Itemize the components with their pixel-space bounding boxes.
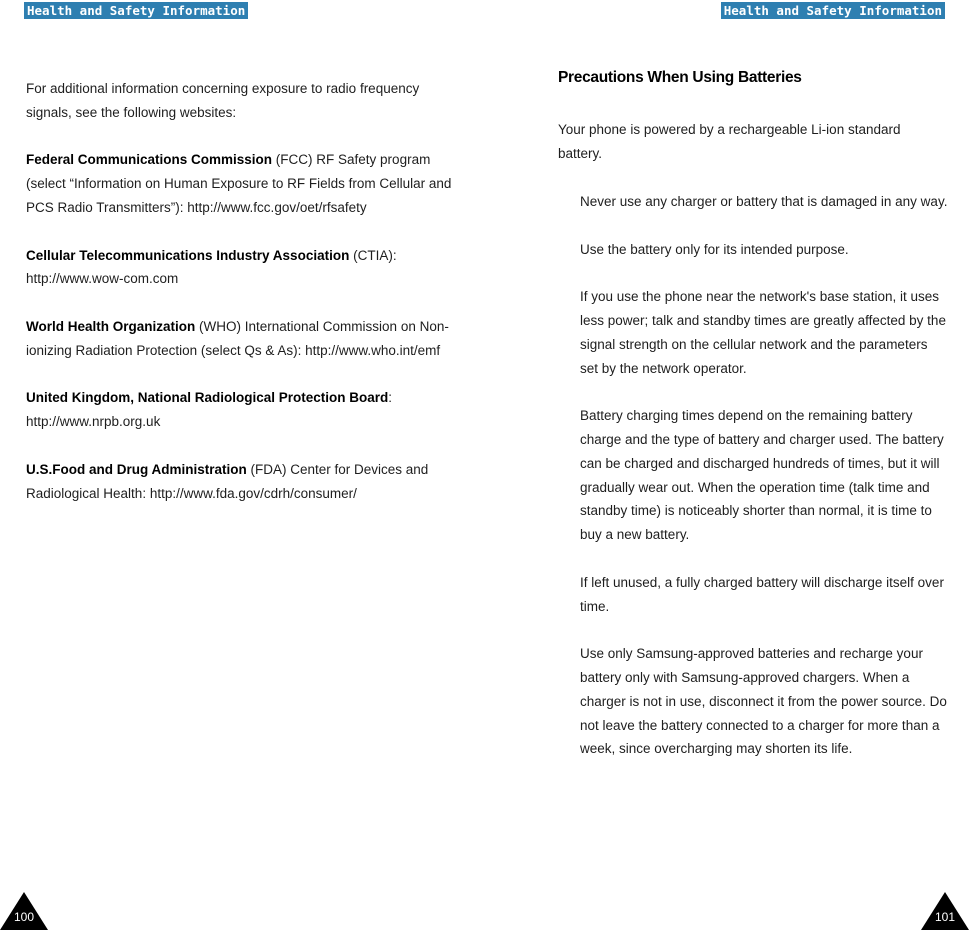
resource-entry bbox=[26, 148, 456, 219]
left-page-body bbox=[26, 77, 456, 529]
left-page bbox=[0, 0, 484, 930]
resource-details: (WHO) International Commission on Non-ionizing Radiation Protection (select Qs & As): http://www.who.int/emf bbox=[26, 318, 449, 358]
precaution-item: Use only Samsung-approved batteries and recharge your battery only with Samsung-approved chargers. When a charger is not in use, disconnect it from the power source. Do not leave the battery connected to a charger for more than a week, since overcharging may shorten its life. bbox=[580, 646, 947, 757]
right-page-number: 101 bbox=[934, 910, 956, 924]
left-page-number-marker bbox=[0, 892, 48, 930]
resource-entry bbox=[26, 386, 456, 434]
precaution-item: Never use any charger or battery that is damaged in any way. bbox=[580, 194, 948, 209]
left-intro: For additional information concerning exposure to radio frequency signals, see the following websites: bbox=[26, 81, 420, 120]
battery-precautions-list bbox=[580, 190, 948, 785]
resource-entry bbox=[26, 315, 456, 363]
left-page-number: 100 bbox=[13, 910, 35, 924]
right-page-number-marker bbox=[921, 892, 969, 930]
resource-details: : http://www.nrpb.org.uk bbox=[26, 390, 393, 430]
resource-entry bbox=[26, 244, 456, 292]
right-intro: Your phone is powered by a rechargeable Li-ion standard battery. bbox=[558, 122, 901, 161]
right-page bbox=[484, 0, 969, 930]
right-section-header: Health and Safety Information bbox=[721, 2, 945, 19]
resource-details: (FCC) RF Safety program (select “Information on Human Exposure to RF Fields from Cellular and PCS Radio Transmitters”): http://www.fcc.gov/oet/rfsafety bbox=[26, 152, 452, 215]
precaution-item: Battery charging times depend on the remaining battery charge and the type of battery and charger used. The battery can be charged and discharged hundreds of times, but it will gradually wear out. When the operation time (talk time and standby time) is noticeably shorter than normal, it is time to buy a new battery. bbox=[580, 408, 944, 543]
resource-entry bbox=[26, 458, 456, 506]
resource-details: (FDA) Center for Devices and Radiological Health: http://www.fda.gov/cdrh/consumer/ bbox=[26, 461, 429, 501]
precaution-item: If left unused, a fully charged battery will discharge itself over time. bbox=[580, 574, 944, 614]
precaution-item: If you use the phone near the network's base station, it uses less power; talk and standby times are greatly affected by the signal strength on the cellular network and the parameters set by the network operator. bbox=[580, 289, 946, 376]
section-title: Precautions When Using Batteries bbox=[558, 69, 802, 86]
resource-name: Federal Communications Commission bbox=[26, 152, 273, 168]
precaution-item: Use the battery only for its intended purpose. bbox=[580, 241, 849, 257]
resource-name: Cellular Telecommunications Industry Association bbox=[26, 247, 350, 263]
resource-name: World Health Organization bbox=[26, 318, 196, 334]
resource-details: (CTIA): http://www.wow-com.com bbox=[26, 247, 397, 287]
resource-name: U.S.Food and Drug Administration bbox=[26, 461, 247, 477]
left-section-header: Health and Safety Information bbox=[24, 2, 248, 19]
resource-name: United Kingdom, National Radiological Protection Board bbox=[26, 390, 389, 406]
